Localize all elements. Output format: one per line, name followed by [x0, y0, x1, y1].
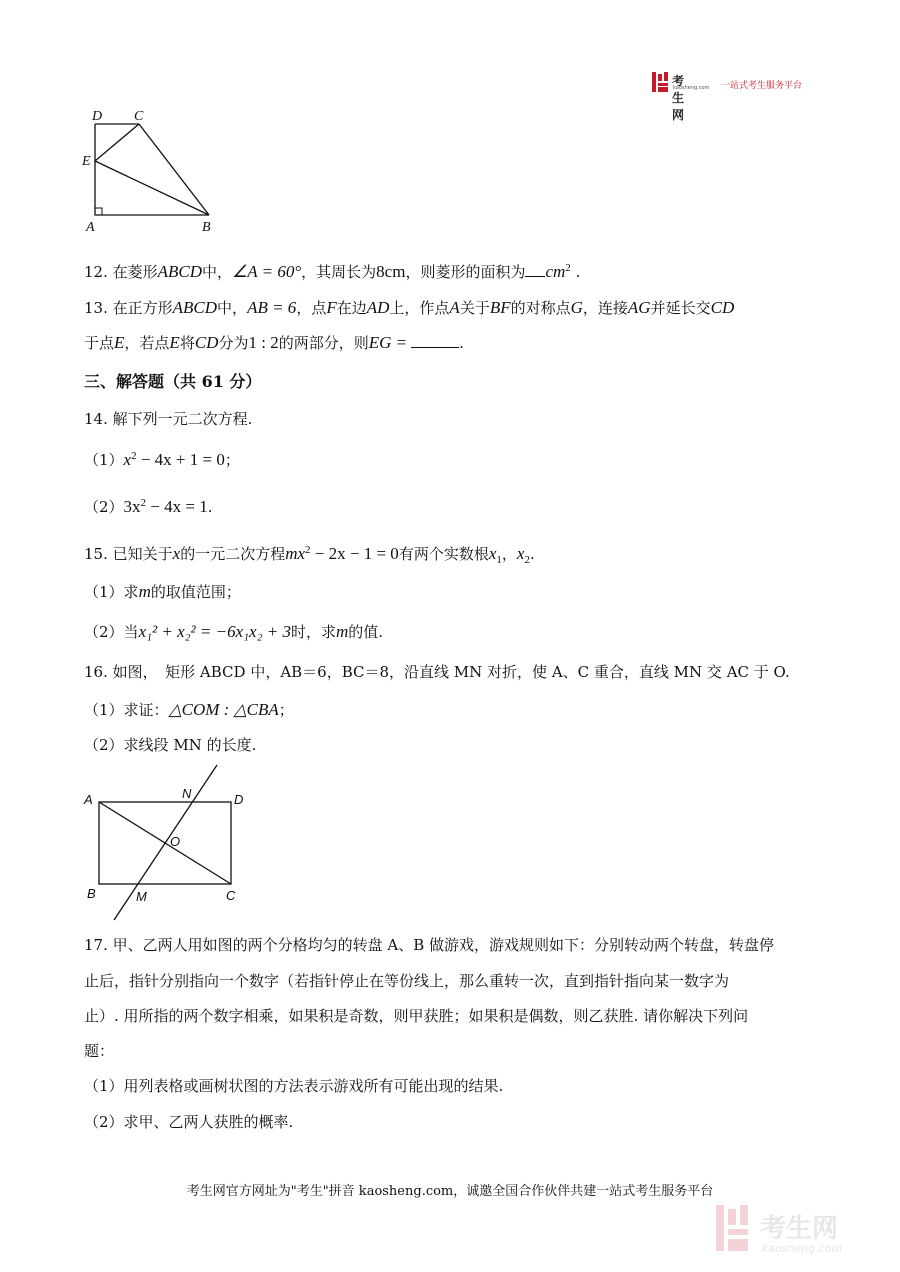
question-12 — [84, 258, 580, 282]
q13-point-E: E — [169, 333, 180, 352]
fig16-label-A: A — [84, 792, 93, 807]
watermark-logo — [716, 1203, 886, 1255]
figure-q16 — [80, 760, 260, 925]
q13-point-A: A — [449, 298, 460, 317]
q15-p1-label: （1） — [84, 583, 124, 601]
question-17-line-2: 止后，指针分别指向一个数字（若指针停止在等份线上，那么重转一次，直到指针指向某一数字为 — [84, 972, 730, 990]
q13-text: 关于 — [459, 299, 490, 317]
q13-ratio: 1 : 2 — [248, 333, 279, 352]
q13-text: 在正方形 — [112, 299, 173, 317]
q15-part-1 — [84, 582, 241, 602]
q12-text: ，其周长为 — [301, 263, 377, 281]
q13-text: 上，作点 — [389, 299, 450, 317]
q13-text: 于点 — [84, 334, 115, 352]
q15-p2-text: 的值. — [348, 623, 384, 641]
q13-text: 中， — [217, 299, 248, 317]
q15-sep: ， — [501, 545, 517, 563]
q14-p1-exp: 2 — [131, 450, 137, 462]
section-3-heading: 三、解答题（共 61 分） — [84, 372, 262, 391]
q13-point-F: F — [326, 298, 337, 317]
question-13-line-1 — [84, 298, 734, 318]
q12-answer-blank[interactable] — [525, 276, 545, 277]
q12-end: . — [575, 263, 581, 281]
q15-root-2-sub: 2 — [524, 554, 530, 566]
q12-shape: ABCD — [157, 262, 203, 281]
q13-ab: AB = 6 — [247, 298, 297, 317]
fig16-line-MN — [114, 765, 217, 920]
q15-p2-text: 时，求 — [290, 623, 336, 641]
q15-p1-text: 的取值范围； — [150, 583, 241, 601]
q14-p1-label: （1） — [84, 451, 124, 469]
q13-text: 并延长交 — [650, 299, 711, 317]
q15-number: 15. — [84, 545, 108, 563]
fig11-label-B: B — [202, 220, 211, 234]
fig11-seg-EB — [95, 161, 209, 215]
q15-part-2 — [84, 622, 383, 642]
question-13-line-2 — [84, 333, 464, 353]
question-15 — [84, 540, 535, 570]
fig16-label-M: M — [136, 889, 147, 904]
q14-text: 解下列一元二次方程. — [112, 410, 253, 428]
fig11-label-D: D — [92, 109, 103, 124]
header-slogan: 一站式考生服务平台 — [721, 81, 803, 91]
q14-p2-exp: 2 — [140, 497, 147, 509]
q14-p2-end: . — [207, 498, 213, 516]
q15-p2-eq: x₁² + x₂² = −6x₁x₂ + 3 — [138, 622, 291, 641]
q14-p1-eq: − 4x + 1 = 0 — [136, 450, 225, 469]
fig11-label-A: A — [86, 220, 95, 234]
q16-p1-label: （1） — [84, 701, 124, 719]
q13-text: 将 — [179, 334, 195, 352]
q13-AG: AG — [627, 298, 651, 317]
q16-p2-label: （2） — [84, 736, 124, 754]
kaosheng-logo-icon — [652, 72, 670, 92]
fig11-label-E: E — [82, 154, 91, 169]
q15-eq: mx — [285, 544, 306, 563]
q15-end: . — [529, 545, 535, 563]
q13-point-E: E — [114, 333, 125, 352]
q15-p1-text: 求 — [123, 583, 139, 601]
fig16-label-O: O — [170, 834, 181, 849]
q14-number: 14. — [84, 410, 108, 428]
question-14 — [84, 409, 252, 429]
q12-perimeter: 8cm — [376, 262, 406, 281]
fig11-right-angle — [95, 208, 102, 215]
q14-p2-eq: 3x — [123, 497, 141, 516]
q15-text: 的一元二次方程 — [180, 545, 286, 563]
q15-p2-text: 当 — [123, 623, 139, 641]
q13-point-G: G — [570, 298, 583, 317]
watermark-brand: 考生网 — [760, 1214, 839, 1244]
q14-part-2 — [84, 493, 213, 517]
q16-part-2 — [84, 735, 256, 755]
q13-text: 的对称点 — [510, 299, 571, 317]
q15-var-x: x — [172, 544, 181, 563]
q16-p1-text: 求证： — [123, 701, 169, 719]
q16-p1-expr: △COM : △CBA — [168, 700, 279, 719]
q13-text: ，点 — [296, 299, 327, 317]
q14-p1-end: ； — [224, 451, 240, 469]
page-footer: 考生网官方网址为"考生"拼音 kaosheng.com，诚邀全国合作伙伴共建一站式考生服务平台 — [186, 1184, 714, 1199]
q13-eg: EG = — [368, 333, 408, 352]
figure-q11 — [78, 104, 228, 234]
q16-part-1 — [84, 700, 294, 720]
fig11-label-C: C — [134, 109, 144, 124]
question-16 — [84, 662, 790, 682]
q13-end: . — [459, 334, 464, 352]
q13-answer-blank[interactable] — [411, 347, 459, 348]
q15-root-1: x — [488, 544, 497, 563]
fig16-label-N: N — [182, 786, 192, 801]
q12-number: 12. — [84, 263, 108, 281]
q15-eq: − 2x − 1 = 0 — [310, 544, 399, 563]
watermark-site: kaosheng.com — [762, 1242, 843, 1255]
q13-text: ，若点 — [124, 334, 170, 352]
q17-part-1: （1）用列表格或画树状图的方法表示游戏所有可能出现的结果. — [84, 1077, 504, 1095]
q15-eq-exp: 2 — [305, 544, 311, 556]
q14-p2-label: （2） — [84, 498, 124, 516]
q12-angle: ∠A = 60° — [232, 262, 302, 281]
q12-text: 中， — [202, 263, 233, 281]
q15-var-m: m — [138, 582, 151, 601]
header-brand: 考生网 — [672, 74, 685, 122]
q14-p2-eq: − 4x = 1 — [146, 497, 208, 516]
q13-BF: BF — [489, 298, 511, 317]
q12-unit-exp: 2 — [565, 262, 571, 274]
watermark-mark-icon — [716, 1205, 748, 1251]
q12-unit: cm — [545, 262, 566, 281]
fig16-label-C: C — [226, 888, 236, 903]
question-17-line-4: 题： — [84, 1042, 115, 1060]
q16-p2-text: 求线段 MN 的长度. — [123, 736, 257, 754]
q12-text: ，则菱形的面积为 — [405, 263, 526, 281]
q14-part-1 — [84, 446, 240, 470]
fig11-side-CB — [139, 124, 209, 215]
q13-number: 13. — [84, 299, 108, 317]
q15-var-m: m — [335, 622, 349, 641]
q15-text: 已知关于 — [112, 545, 173, 563]
q14-p1-eq: x — [123, 450, 132, 469]
fig16-label-B: B — [87, 886, 96, 901]
q16-number: 16. — [84, 663, 108, 681]
q12-text: 在菱形 — [112, 263, 158, 281]
q15-p2-label: （2） — [84, 623, 124, 641]
q15-text: 有两个实数根 — [398, 545, 489, 563]
fig11-seg-EC — [95, 124, 139, 161]
q16-p1-end: ； — [278, 701, 294, 719]
q13-text: 的两部分，则 — [278, 334, 369, 352]
q13-CD: CD — [194, 333, 219, 352]
header-site: kaosheng.com — [673, 85, 710, 91]
fig16-label-D: D — [234, 792, 244, 807]
q15-root-1-sub: 1 — [496, 554, 502, 566]
q13-shape: ABCD — [172, 298, 218, 317]
q13-text: ，连接 — [582, 299, 628, 317]
q13-text: 分为 — [218, 334, 249, 352]
q13-AD: AD — [366, 298, 390, 317]
q15-root-2: x — [516, 544, 525, 563]
question-17-line-1: 17. 甲、乙两人用如图的两个分格均匀的转盘 A、B 做游戏，游戏规则如下：分别转动两个转盘，转盘停 — [84, 936, 775, 954]
q13-CD: CD — [710, 298, 735, 317]
q17-part-2: （2）求甲、乙两人获胜的概率. — [84, 1113, 294, 1131]
q13-text: 在边 — [336, 299, 367, 317]
question-17-line-3: 止）. 用所指的两个数字相乘，如果积是奇数，则甲获胜；如果积是偶数，则乙获胜. 请你解决下列问 — [84, 1007, 749, 1025]
q16-text: 如图， 矩形 ABCD 中，AB＝6，BC＝8，沿直线 MN 对折，使 A、C 重合，直线 MN 交 AC 于 O. — [112, 663, 790, 681]
